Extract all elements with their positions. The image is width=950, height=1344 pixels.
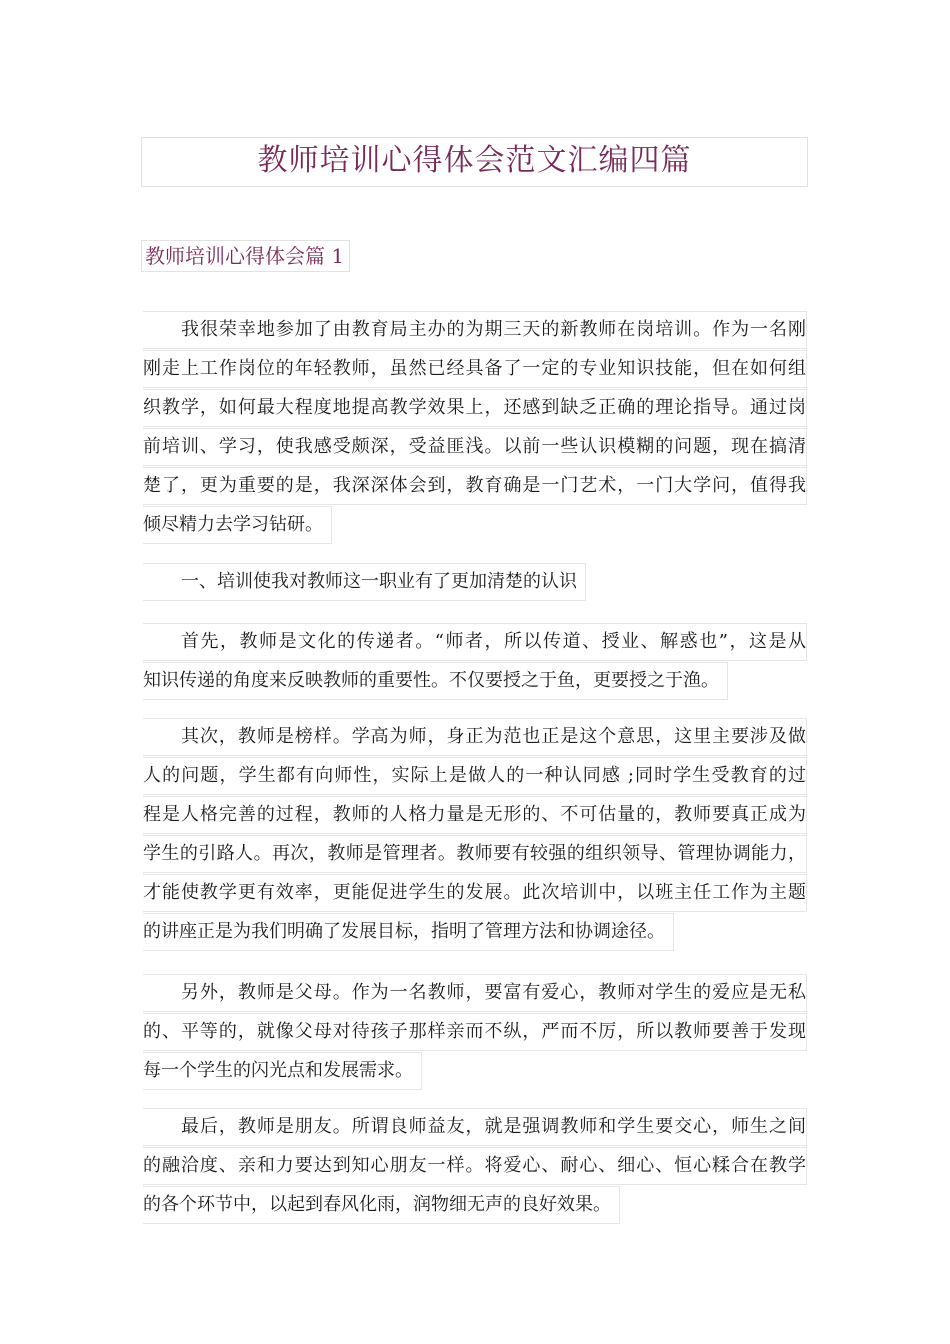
text-line: 前培训、学习，使我感受颇深，受益匪浅。以前一些认识模糊的问题，现在搞清 — [143, 428, 807, 466]
text-line: 的、平等的，就像父母对待孩子那样亲而不纵，严而不厉，所以教师要善于发现 — [143, 1013, 807, 1051]
text-line: 楚了，更为重要的是，我深深体会到，教育确是一门艺术，一门大学问，值得我 — [143, 467, 807, 505]
text-line: 刚走上工作岗位的年轻教师，虽然已经具备了一定的专业知识技能，但在如何组 — [143, 350, 807, 388]
text-line: 其次，教师是榜样。学高为师，身正为范也正是这个意思，这里主要涉及做 — [143, 718, 807, 756]
paragraph-subheading — [143, 563, 807, 606]
text-line: 最后，教师是朋友。所谓良师益友，就是强调教师和学生要交心，师生之间 — [143, 1108, 807, 1146]
text-line: 我很荣幸地参加了由教育局主办的为期三天的新教师在岗培训。作为一名刚 — [143, 311, 807, 349]
text-line: 才能使教学更有效率，更能促进学生的发展。此次培训中，以班主任工作为主题 — [143, 874, 807, 912]
subheading-line: 一、培训使我对教师这一职业有了更加清楚的认识 — [143, 563, 586, 601]
text-line: 学生的引路人。再次，教师是管理者。教师要有较强的组织领导、管理协调能力， — [143, 835, 807, 873]
paragraph-intro — [143, 311, 807, 549]
section-heading: 教师培训心得体会篇 1 — [141, 240, 350, 272]
text-line: 首先，教师是文化的传递者。“师者，所以传道、授业、解惑也”，这是从 — [143, 623, 807, 661]
text-line: 的融洽度、亲和力要达到知心朋友一样。将爱心、耐心、细心、恒心糅合在教学 — [143, 1147, 807, 1185]
text-line: 每一个学生的闪光点和发展需求。 — [143, 1052, 422, 1090]
paragraph-first — [143, 623, 807, 705]
text-line: 人的问题，学生都有向师性，实际上是做人的一种认同感 ;同时学生受教育的过 — [143, 757, 807, 795]
paragraph-second — [143, 718, 807, 956]
text-line: 另外，教师是父母。作为一名教师，要富有爱心，教师对学生的爱应是无私 — [143, 974, 807, 1012]
text-line: 倾尽精力去学习钻研。 — [143, 506, 332, 544]
document-title-box — [141, 137, 808, 187]
text-line: 织教学，如何最大程度地提高教学效果上，还感到缺乏正确的理论指导。通过岗 — [143, 389, 807, 427]
text-line: 知识传递的角度来反映教师的重要性。不仅要授之于鱼，更要授之于渔。 — [143, 662, 728, 700]
paragraph-fourth — [143, 1108, 807, 1229]
text-line: 的讲座正是为我们明确了发展目标，指明了管理方法和协调途径。 — [143, 913, 674, 951]
text-line: 程是人格完善的过程，教师的人格力量是无形的、不可估量的，教师要真正成为 — [143, 796, 807, 834]
text-line: 的各个环节中，以起到春风化雨，润物细无声的良好效果。 — [143, 1186, 620, 1224]
document-title: 教师培训心得体会范文汇编四篇 — [257, 143, 692, 178]
paragraph-third — [143, 974, 807, 1095]
